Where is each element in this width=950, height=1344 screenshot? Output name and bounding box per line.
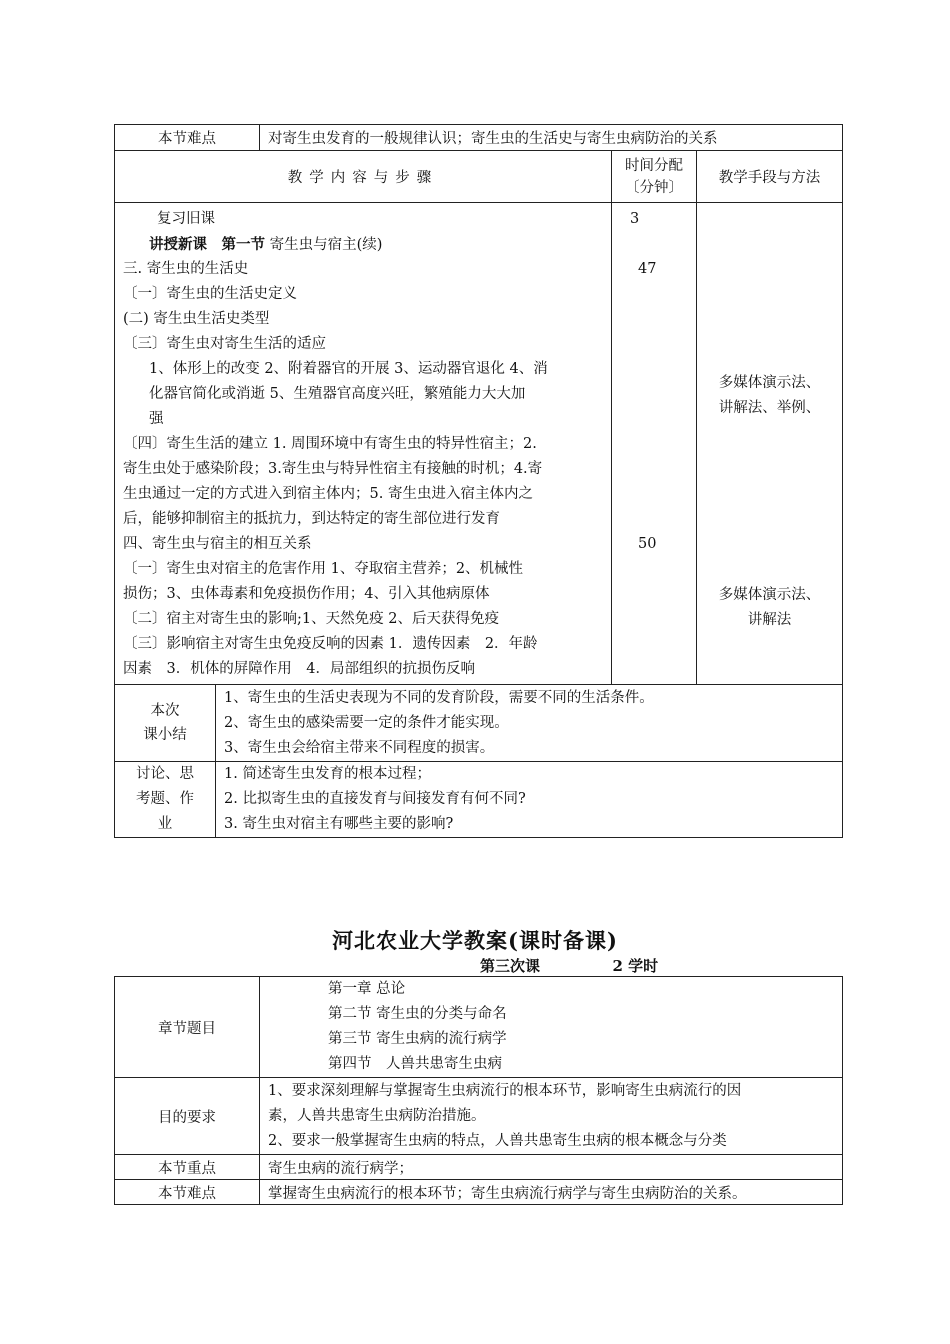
chapter-content	[260, 977, 843, 1078]
goal-line: 素，人兽共患寄生虫病防治措施。	[268, 1108, 486, 1124]
time-header	[612, 151, 697, 203]
page-title: 河北农业大学教案(课时备课)	[332, 928, 618, 953]
discussion-label-line: 讨论、思	[136, 766, 194, 782]
discussion-item: 1. 简述寄生虫发育的根本过程；	[224, 766, 431, 782]
method-line: 多媒体演示法、	[718, 587, 821, 603]
discussion-label-line: 业	[157, 816, 173, 832]
content-line: 〔一〕寄生虫对宿主的危害作用 1、夺取宿主营养；2、机械性	[123, 561, 524, 577]
summary-item: 3、寄生虫会给宿主带来不同程度的损害。	[224, 740, 495, 756]
summary-label	[115, 685, 216, 762]
teaching-content	[115, 203, 612, 685]
teaching-methods	[697, 203, 843, 685]
method-line: 讲解法	[747, 612, 792, 628]
content-line	[123, 232, 605, 257]
lesson-plan-table-2	[114, 976, 843, 1205]
content-line: 后，能够抑制宿主的抵抗力，到达特定的寄生部位进行发育	[123, 511, 500, 527]
difficulty-text-2: 掌握寄生虫病流行的根本环节；寄生虫病流行病学与寄生虫病防治的关系。	[260, 1180, 843, 1205]
summary-label-line: 本次	[150, 703, 180, 719]
time-header-line1: 时间分配	[625, 157, 683, 174]
content-line: 复习旧课	[157, 211, 215, 227]
content-line: 〔三〕寄生虫对寄生生活的适应	[123, 336, 326, 352]
content-header-text: 教学内容与步骤	[287, 170, 439, 186]
difficulty-label: 本节难点	[115, 125, 260, 151]
lesson-number: 第三次课	[480, 957, 541, 975]
content-line: 1、体形上的改变 2、附着器官的开展 3、运动器官退化 4、消	[149, 361, 548, 377]
lesson-info	[480, 955, 658, 976]
goal-line: 1、要求深刻理解与掌握寄生虫病流行的根本环节，影响寄生虫病流行的因	[268, 1083, 742, 1099]
content-line: 生虫通过一定的方式进入到宿主体内；5. 寄生虫进入宿主体内之	[123, 486, 533, 502]
method-header: 教学手段与方法	[697, 151, 843, 203]
discussion-item: 3. 寄生虫对宿主有哪些主要的影响?	[224, 816, 454, 832]
content-line: 〔一〕寄生虫的生活史定义	[123, 286, 297, 302]
time-value: 47	[638, 261, 657, 277]
summary-content	[216, 685, 843, 762]
summary-item: 1、寄生虫的生活史表现为不同的发育阶段，需要不同的生活条件。	[224, 690, 654, 706]
content-line: 强	[149, 411, 164, 427]
discussion-item: 2. 比拟寄生虫的直接发育与间接发育有何不同?	[224, 791, 526, 807]
method-line: 多媒体演示法、	[718, 375, 821, 391]
lesson-hours: 2 学时	[612, 957, 659, 975]
chapter-line: 第一章 总论	[328, 981, 406, 997]
chapter-line: 第四节 人兽共患寄生虫病	[328, 1056, 502, 1072]
time-allocation	[612, 203, 697, 685]
chapter-label: 章节题目	[115, 977, 260, 1078]
summary-label-line: 课小结	[143, 727, 187, 743]
new-lesson-heading: 讲授新课 第一节	[149, 236, 265, 253]
discussion-content	[216, 762, 843, 838]
content-header	[115, 151, 612, 203]
summary-item: 2、寄生虫的感染需要一定的条件才能实现。	[224, 715, 509, 731]
method-line: 讲解法、举例、	[718, 400, 821, 416]
key-label: 本节重点	[115, 1155, 260, 1180]
content-line: 化器官简化或消逝 5、生殖器官高度兴旺，繁殖能力大大加	[149, 386, 526, 402]
content-line: 〔三〕影响宿主对寄生虫免疫反响的因素 1．遗传因素 2．年龄	[123, 636, 538, 652]
goal-label: 目的要求	[115, 1078, 260, 1155]
content-line: 三. 寄生虫的生活史	[123, 261, 249, 277]
content-line: 因素 3．机体的屏障作用 4．局部组织的抗损伤反响	[123, 661, 475, 677]
goal-content	[260, 1078, 843, 1155]
content-line: 四、寄生虫与宿主的相互关系	[123, 536, 312, 552]
content-line: 寄生虫处于感染阶段；3.寄生虫与特异性宿主有接触的时机；4.寄	[123, 461, 543, 477]
time-header-line2: 〔分钟〕	[625, 179, 683, 196]
discussion-label	[115, 762, 216, 838]
new-lesson-topic: 寄生虫与宿主(续)	[269, 237, 383, 253]
discussion-label-line: 考题、作	[136, 791, 194, 807]
content-line: 损伤；3、虫体毒素和免疫损伤作用；4、引入其他病原体	[123, 586, 490, 602]
chapter-line: 第二节 寄生虫的分类与命名	[328, 1006, 507, 1022]
time-value: 3	[630, 211, 640, 227]
difficulty-text: 对寄生虫发育的一般规律认识；寄生虫的生活史与寄生虫病防治的关系	[260, 125, 843, 151]
content-line: 〔二〕宿主对寄生虫的影响;1、天然免疫 2、后天获得免疫	[123, 611, 499, 627]
content-line: 〔四〕寄生生活的建立 1. 周围环境中有寄生虫的特异性宿主；2.	[123, 436, 537, 452]
chapter-line: 第三节 寄生虫病的流行病学	[328, 1031, 507, 1047]
difficulty-label-2: 本节难点	[115, 1180, 260, 1205]
content-line: (二) 寄生虫生活史类型	[123, 311, 270, 327]
key-text: 寄生虫病的流行病学；	[260, 1155, 843, 1180]
lesson-plan-table-1	[114, 124, 843, 838]
goal-line: 2、要求一般掌握寄生虫病的特点，人兽共患寄生虫病的根本概念与分类	[268, 1133, 727, 1149]
time-value: 50	[638, 536, 657, 552]
